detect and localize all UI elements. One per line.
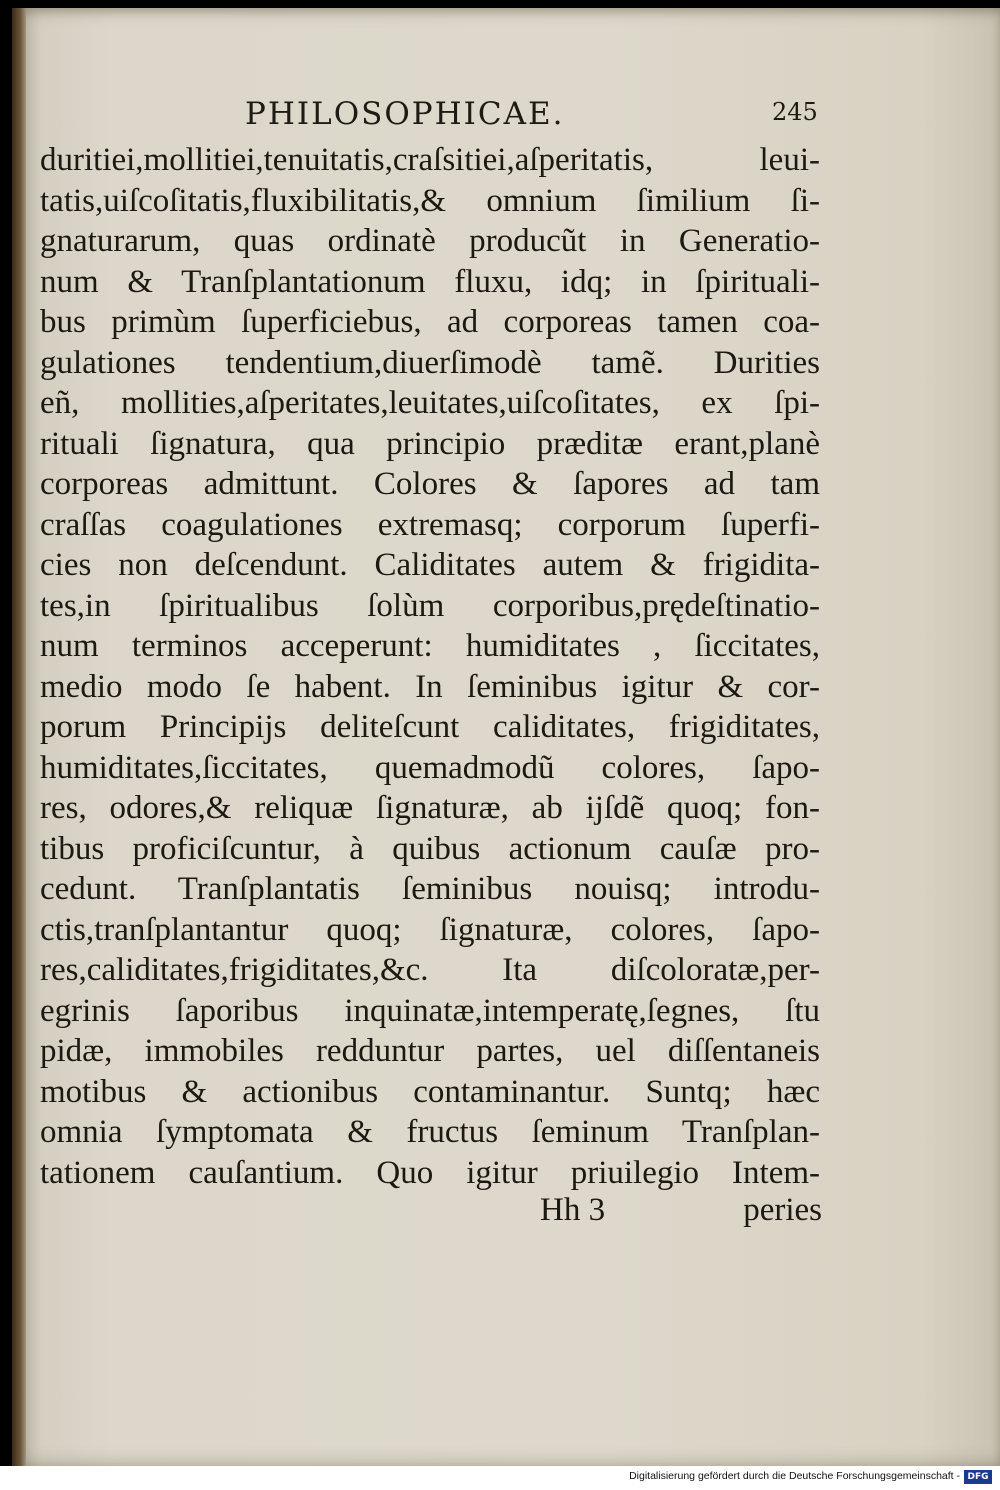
text-line: num terminos acceperunt: humiditates , ſiccitates, (40, 628, 820, 664)
text-line: egrinis ſaporibus inquinatæ,intemperatę,ſegnes, ſtu (40, 992, 820, 1029)
signature-mark: Hh 3 (540, 1192, 606, 1228)
text-line: rituali ſignatura, qua principio præditæ erant,planè (40, 425, 820, 462)
text-line: corporeas admittunt. Colores & ſapores ad tam (40, 466, 820, 502)
text-line: num & Tranſplantationum fluxu, idq; in ſpirituali- (40, 263, 820, 300)
text-line: craſſas coagulationes extremasq; corporum ſuperfi- (40, 506, 820, 543)
body-text (40, 140, 820, 1193)
text-line: cies non deſcendunt. Caliditates autem & frigidita- (40, 547, 820, 583)
text-line: porum Principijs deliteſcunt caliditates, frigiditates, (40, 709, 820, 745)
dfg-logo-icon: DFG (964, 1470, 992, 1484)
text-line: humiditates,ſiccitates, quemadmodũ colores, ſapo- (40, 749, 820, 786)
catchword: peries (743, 1192, 822, 1228)
funding-credit: Digitalisierung gefördert durch die Deutsche Forschungsgemeinschaft - (629, 1470, 960, 1482)
text-line: cedunt. Tranſplantatis ſeminibus nouisq; introdu- (40, 871, 820, 907)
text-line: tatis,uiſcoſitatis,fluxibilitatis,& omnium ſimilium ſi- (40, 182, 820, 219)
text-line: tes,in ſpiritualibus ſolùm corporibus,prędeſtinatio- (40, 587, 820, 624)
text-line: tibus proficiſcuntur, à quibus actionum cauſæ pro- (40, 830, 820, 867)
text-line: motibus & actionibus contaminantur. Suntq; hæc (40, 1073, 820, 1110)
text-line: bus primùm ſuperficiebus, ad corporeas tamen coa- (40, 304, 820, 340)
text-line: pidæ, immobiles redduntur partes, uel diſſentaneis (40, 1033, 820, 1069)
text-line: medio modo ſe habent. In ſeminibus igitur & cor- (40, 668, 820, 705)
page-number: 245 (772, 98, 818, 126)
text-line: gnaturarum, quas ordinatè producũt in Generatio- (40, 223, 820, 259)
text-line: eñ, mollities,aſperitates,leuitates,uiſcoſitates, ex ſpi- (40, 385, 820, 421)
running-head: PHILOSOPHICAE. (245, 96, 565, 132)
text-line: duritiei,mollitiei,tenuitatis,craſsitiei,aſperitatis, leui- (40, 142, 820, 178)
text-line: tationem cauſantium. Quo igitur priuilegio Intem- (40, 1154, 820, 1191)
text-line: ctis,tranſplantantur quoq; ſignaturæ, colores, ſapo- (40, 911, 820, 948)
text-line: gulationes tendentium,diuerſimodè tamẽ. Durities (40, 344, 820, 381)
text-line: res, odores,& reliquæ ſignaturæ, ab ijſdẽ quoq; fon- (40, 790, 820, 826)
footer-bar (0, 1466, 1000, 1490)
book-spine (12, 8, 26, 1466)
text-line: omnia ſymptomata & fructus ſeminum Tranſplan- (40, 1114, 820, 1150)
text-line: res,caliditates,frigiditates,&c. Ita diſcoloratæ,per- (40, 952, 820, 988)
